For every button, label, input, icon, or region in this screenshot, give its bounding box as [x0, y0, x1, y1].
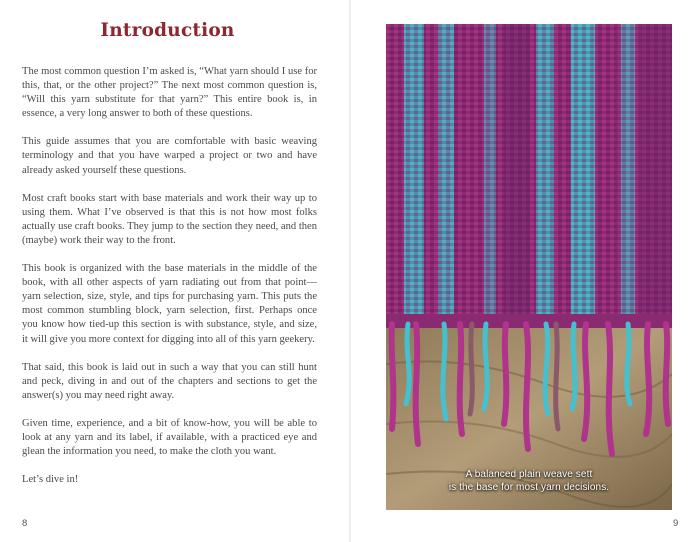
page-number-right: 9	[673, 518, 679, 529]
chapter-heading: Introduction	[100, 20, 235, 41]
body-text	[22, 65, 317, 501]
right-page	[351, 0, 700, 542]
paragraph: Given time, experience, and a bit of know-how, you will be able to look at any yarn and its label, if available, with a practiced eye and glean the information you need, to make the cloth you want.	[22, 417, 317, 458]
page-number-left: 8	[22, 518, 28, 529]
woven-fabric-photo	[386, 24, 672, 510]
caption-line: is the base for most yarn decisions.	[448, 482, 610, 493]
paragraph: Most craft books start with base materials and work their way up to using them. What I’ve observed is that this is not how most folks actually use craft books. They jump to the section they need, and then (maybe) work their way to the front.	[22, 192, 317, 246]
paragraph: The most common question I’m asked is, “What yarn should I use for this, that, or the other project?” The next most common question is, “Will this yarn substitute for that yarn?” This entire book is, in essence, a very long answer to both of these questions.	[22, 66, 317, 120]
paragraph: This guide assumes that you are comfortable with basic weaving terminology and that you have warped a project or two and have already asked yourself these questions.	[22, 136, 317, 176]
paragraph: That said, this book is laid out in such a way that you can still hunt and peck, diving in and out of the chapters and sections to get the answer(s) you may need right away.	[22, 361, 317, 401]
photo-illustration	[386, 24, 672, 510]
caption-line: A balanced plain weave sett	[465, 469, 593, 480]
paragraph: Let’s dive in!	[22, 474, 79, 486]
paragraph: This book is organized with the base materials in the middle of the book, with all other aspects of yarn radiating out from that point—yarn selection, size, style, and tips for purchasing yarn. This puts the most common stumbling block, yarn selection, first. Perhaps once you know how tied-up this section is with substance, style, and size, it will give you more context for digging into all of this yarn geekery.	[22, 263, 317, 345]
photo-caption	[386, 468, 672, 494]
left-page	[0, 0, 349, 542]
